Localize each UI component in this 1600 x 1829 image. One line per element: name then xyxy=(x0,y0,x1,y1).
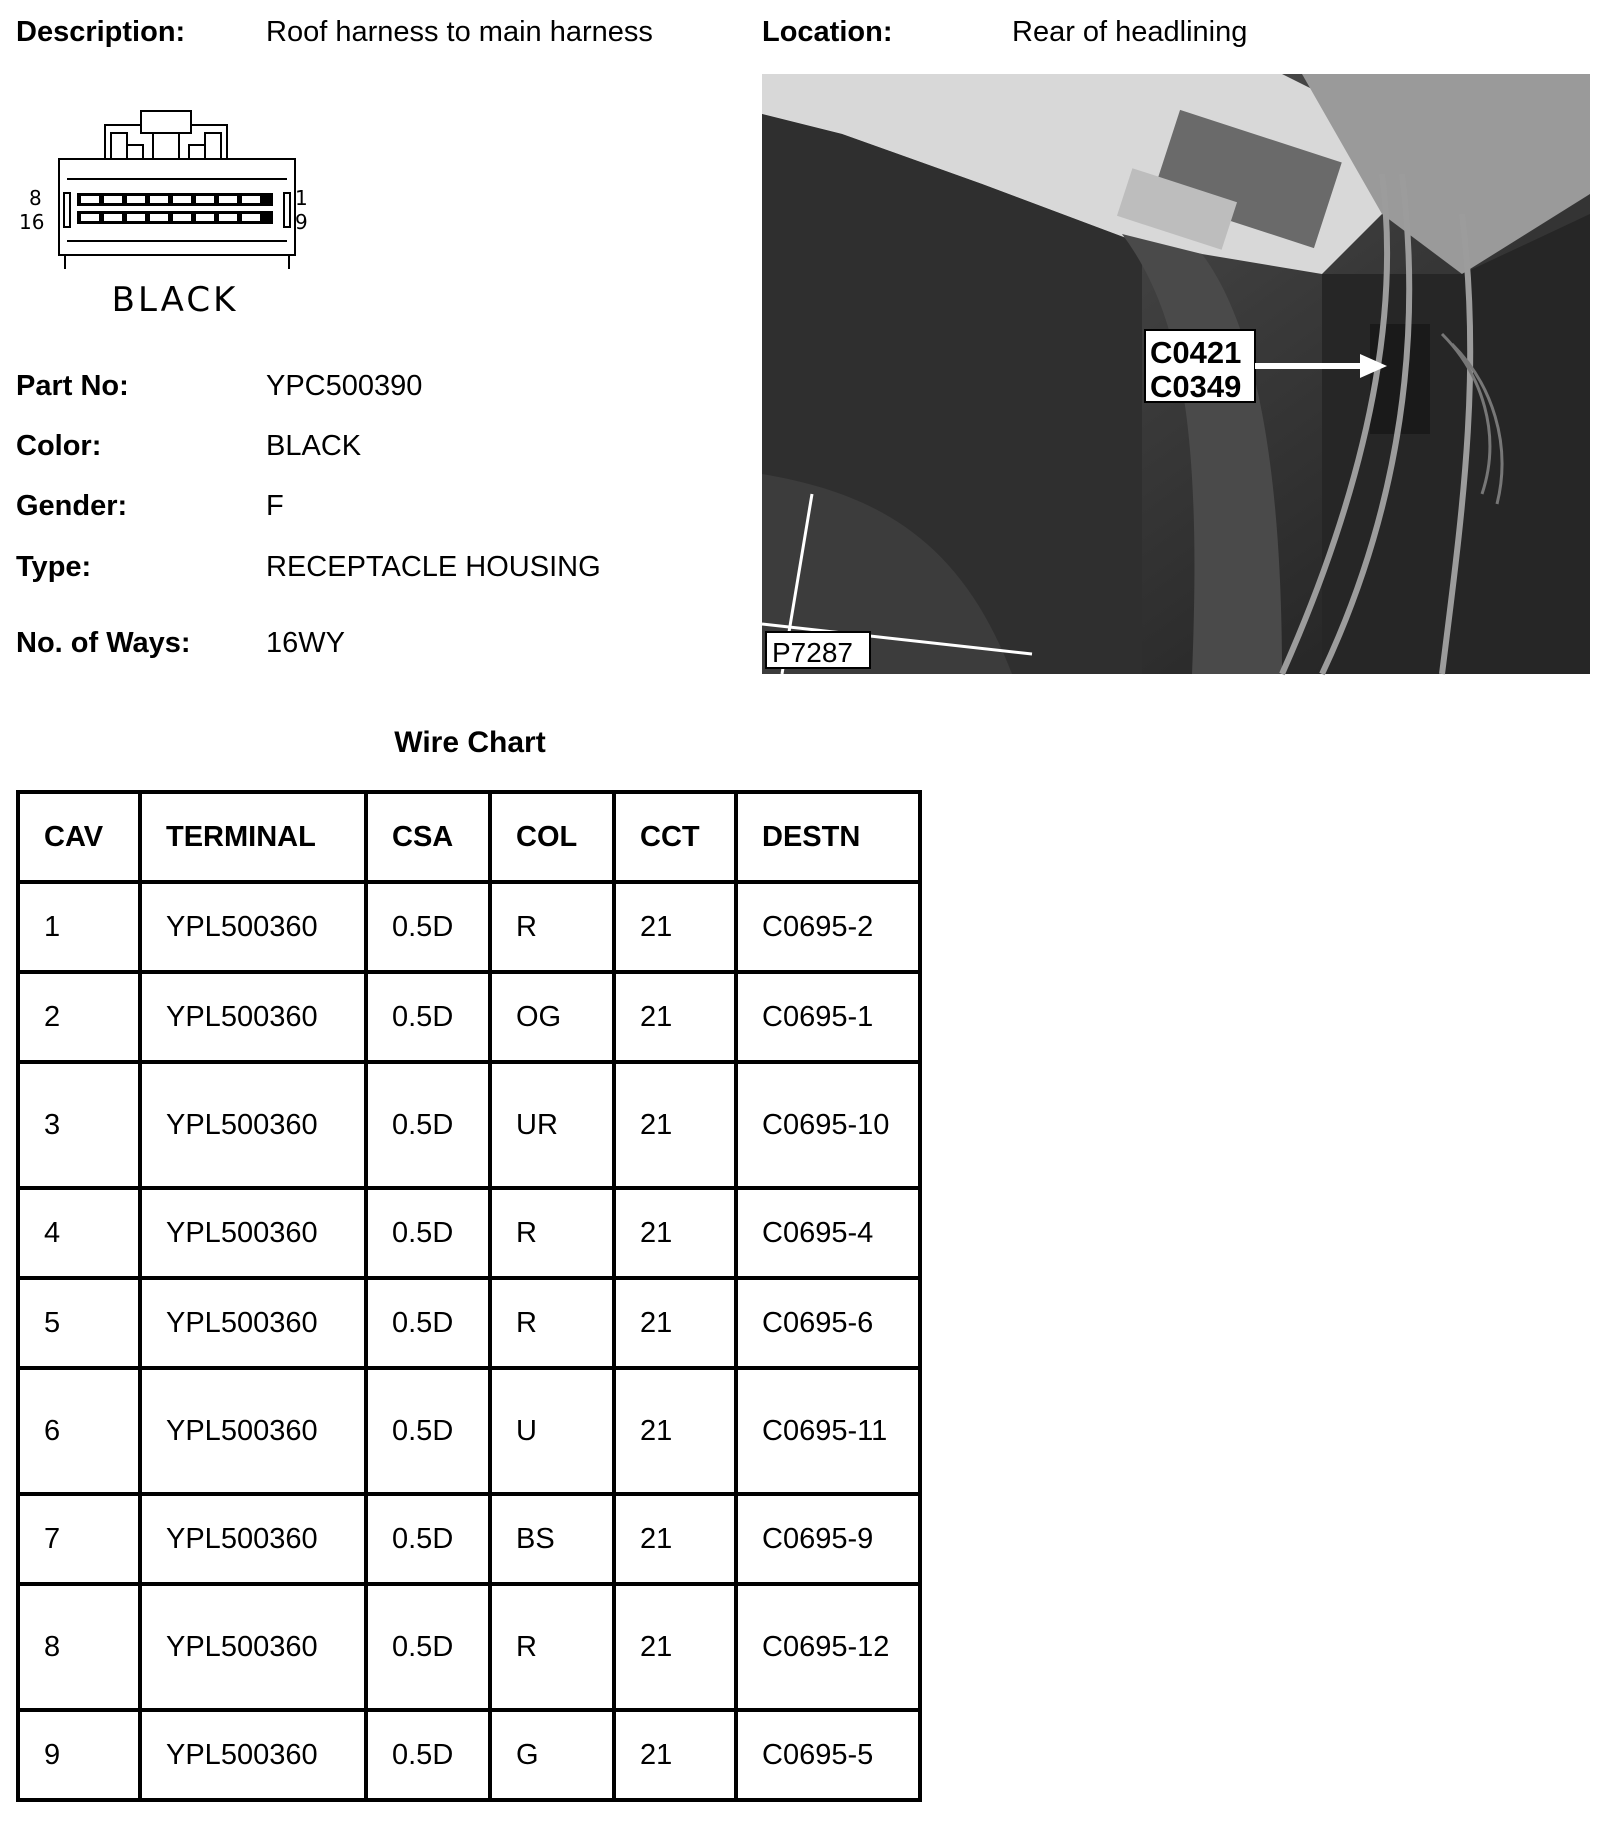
csa-cell: 0.5D xyxy=(366,1062,490,1188)
csa-cell: 0.5D xyxy=(366,1584,490,1710)
photo-ref-label: P7287 xyxy=(772,637,853,668)
type-label: Type: xyxy=(16,551,92,583)
destn-cell: C0695-10 xyxy=(736,1062,920,1188)
destn-cell: C0695-11 xyxy=(736,1368,920,1494)
cct-cell: 21 xyxy=(614,1710,736,1800)
table-row xyxy=(18,1494,920,1584)
terminal-cell: YPL500360 xyxy=(140,882,366,972)
description-value: Roof harness to main harness xyxy=(266,16,653,48)
col-cell: R xyxy=(490,1278,614,1368)
location-photo xyxy=(762,74,1590,674)
csa-cell: 0.5D xyxy=(366,1368,490,1494)
gender-value: F xyxy=(266,490,284,522)
cct-cell: 21 xyxy=(614,1188,736,1278)
terminal-cell: YPL500360 xyxy=(140,1278,366,1368)
description-label: Description: xyxy=(16,16,186,48)
csa-cell: 0.5D xyxy=(366,1710,490,1800)
pin-label-bottom-left: 16 xyxy=(19,210,45,234)
col-cell: BS xyxy=(490,1494,614,1584)
table-row xyxy=(18,1368,920,1494)
ways-value: 16WY xyxy=(266,627,345,659)
cct-cell: 21 xyxy=(614,1368,736,1494)
col-cell: OG xyxy=(490,972,614,1062)
cav-cell: 7 xyxy=(18,1494,140,1584)
col-header-destn: DESTN xyxy=(736,792,920,882)
col-header-terminal: TERMINAL xyxy=(140,792,366,882)
cav-cell: 5 xyxy=(18,1278,140,1368)
cav-cell: 9 xyxy=(18,1710,140,1800)
col-header-cav: CAV xyxy=(18,792,140,882)
wire-chart-table xyxy=(16,790,922,1802)
csa-cell: 0.5D xyxy=(366,882,490,972)
callout-c0421: C0421 xyxy=(1150,335,1242,370)
csa-cell: 0.5D xyxy=(366,1494,490,1584)
destn-cell: C0695-1 xyxy=(736,972,920,1062)
col-header-csa: CSA xyxy=(366,792,490,882)
table-row xyxy=(18,1062,920,1188)
destn-cell: C0695-9 xyxy=(736,1494,920,1584)
part-no-value: YPC500390 xyxy=(266,370,423,402)
col-cell: U xyxy=(490,1368,614,1494)
col-header-col: COL xyxy=(490,792,614,882)
cct-cell: 21 xyxy=(614,1494,736,1584)
col-header-cct: CCT xyxy=(614,792,736,882)
terminal-cell: YPL500360 xyxy=(140,1188,366,1278)
destn-cell: C0695-4 xyxy=(736,1188,920,1278)
table-row xyxy=(18,1710,920,1800)
type-value: RECEPTACLE HOUSING xyxy=(266,551,601,583)
terminal-cell: YPL500360 xyxy=(140,1494,366,1584)
cct-cell: 21 xyxy=(614,1278,736,1368)
cav-cell: 1 xyxy=(18,882,140,972)
color-label: Color: xyxy=(16,430,102,462)
pin-label-top-right: 1 xyxy=(295,186,308,210)
col-cell: G xyxy=(490,1710,614,1800)
location-label: Location: xyxy=(762,16,893,48)
pin-label-bottom-right: 9 xyxy=(295,210,308,234)
col-cell: R xyxy=(490,1584,614,1710)
cav-cell: 3 xyxy=(18,1062,140,1188)
csa-cell: 0.5D xyxy=(366,1278,490,1368)
cav-cell: 2 xyxy=(18,972,140,1062)
terminal-cell: YPL500360 xyxy=(140,1062,366,1188)
destn-cell: C0695-5 xyxy=(736,1710,920,1800)
part-no-label: Part No: xyxy=(16,370,129,402)
table-header-row xyxy=(18,792,920,882)
terminal-cell: YPL500360 xyxy=(140,972,366,1062)
cct-cell: 21 xyxy=(614,972,736,1062)
cct-cell: 21 xyxy=(614,1062,736,1188)
table-row xyxy=(18,1188,920,1278)
terminal-cell: YPL500360 xyxy=(140,1368,366,1494)
connector-diagram xyxy=(15,105,308,320)
col-cell: R xyxy=(490,882,614,972)
terminal-cell: YPL500360 xyxy=(140,1710,366,1800)
pin-label-top-left: 8 xyxy=(29,186,42,210)
location-value: Rear of headlining xyxy=(1012,16,1248,48)
table-row xyxy=(18,1278,920,1368)
cct-cell: 21 xyxy=(614,882,736,972)
gender-label: Gender: xyxy=(16,490,128,522)
connector-color-caption: BLACK xyxy=(111,280,239,320)
destn-cell: C0695-6 xyxy=(736,1278,920,1368)
table-row xyxy=(18,972,920,1062)
cav-cell: 4 xyxy=(18,1188,140,1278)
destn-cell: C0695-2 xyxy=(736,882,920,972)
csa-cell: 0.5D xyxy=(366,1188,490,1278)
col-cell: UR xyxy=(490,1062,614,1188)
table-row xyxy=(18,1584,920,1710)
wire-chart-title: Wire Chart xyxy=(394,726,546,759)
cct-cell: 21 xyxy=(614,1584,736,1710)
ways-label: No. of Ways: xyxy=(16,627,191,659)
csa-cell: 0.5D xyxy=(366,972,490,1062)
color-value: BLACK xyxy=(266,430,362,462)
cav-cell: 6 xyxy=(18,1368,140,1494)
callout-c0349: C0349 xyxy=(1150,369,1242,404)
destn-cell: C0695-12 xyxy=(736,1584,920,1710)
col-cell: R xyxy=(490,1188,614,1278)
table-row xyxy=(18,882,920,972)
terminal-cell: YPL500360 xyxy=(140,1584,366,1710)
cav-cell: 8 xyxy=(18,1584,140,1710)
